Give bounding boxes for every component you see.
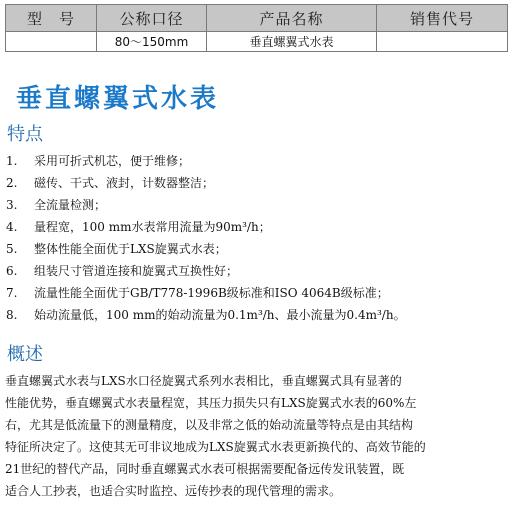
feature-text: 量程宽，100 mm水表常用流量为90m³/h； (34, 220, 271, 234)
product-title: 垂直螺翼式水表 (16, 84, 220, 114)
feature-number: 5. (6, 242, 18, 256)
list-item (6, 260, 506, 282)
list-item (6, 150, 506, 172)
overview-line: 21世纪的替代产品，同时垂直螺翼式水表可根据需要配备远传发讯装置，既 (5, 462, 405, 476)
list-item (6, 282, 506, 304)
feature-text: 整体性能全面优于LXS旋翼式水表； (34, 242, 227, 256)
cell-sales-code (377, 32, 508, 52)
feature-number: 6. (6, 264, 18, 278)
feature-text: 采用可折式机芯，便于维修； (34, 154, 191, 168)
features-heading: 特点 (7, 124, 43, 145)
feature-number: 4. (6, 220, 18, 234)
spec-table-header-row (6, 5, 508, 32)
overview-line: 垂直螺翼式水表与LXS水口径旋翼式系列水表相比，垂直螺翼式具有显著的 (5, 374, 402, 388)
header-model: 型 号 (6, 5, 97, 32)
feature-number: 7. (6, 286, 18, 300)
overview-line: 特征所决定了。这使其无可非议地成为LXS旋翼式水表更新换代的、高效节能的 (5, 440, 426, 454)
cell-model (6, 32, 97, 52)
spec-table (5, 4, 508, 52)
list-item (6, 238, 506, 260)
overview-line: 右，尤其是低流量下的测量精度，以及非常之低的始动流量等特点是由其结构 (5, 418, 414, 432)
overview-paragraph (5, 370, 505, 502)
feature-text: 全流量检测； (34, 198, 107, 212)
table-row (6, 32, 508, 52)
feature-number: 3. (6, 198, 18, 212)
list-item (6, 194, 506, 216)
header-sales-code: 销售代号 (377, 5, 508, 32)
overview-line: 适合人工抄表，也适合实时监控、远传抄表的现代管理的需求。 (5, 484, 342, 498)
list-item (6, 304, 506, 326)
feature-list (6, 150, 506, 326)
header-product-name: 产品名称 (207, 5, 377, 32)
feature-text: 磁传、干式、液封，计数器整洁； (34, 176, 215, 190)
feature-number: 1. (6, 154, 18, 168)
cell-product-name: 垂直螺翼式水表 (207, 32, 377, 52)
feature-number: 8. (6, 308, 18, 322)
overview-heading: 概述 (7, 344, 43, 365)
feature-text: 流量性能全面优于GB/T778-1996B级标准和ISO 4064B级标准； (34, 286, 389, 300)
feature-text: 组装尺寸管道连接和旋翼式互换性好； (34, 264, 239, 278)
feature-text: 始动流量低，100 mm的始动流量为0.1m³/h、最小流量为0.4m³/h。 (34, 308, 406, 322)
header-nominal-diameter: 公称口径 (97, 5, 207, 32)
cell-nominal-diameter: 80～150mm (97, 32, 207, 52)
feature-number: 2. (6, 176, 18, 190)
list-item (6, 172, 506, 194)
overview-line: 性能优势，垂直螺翼式水表量程宽，其压力损失只有LXS旋翼式水表的60%左 (5, 396, 417, 410)
list-item (6, 216, 506, 238)
